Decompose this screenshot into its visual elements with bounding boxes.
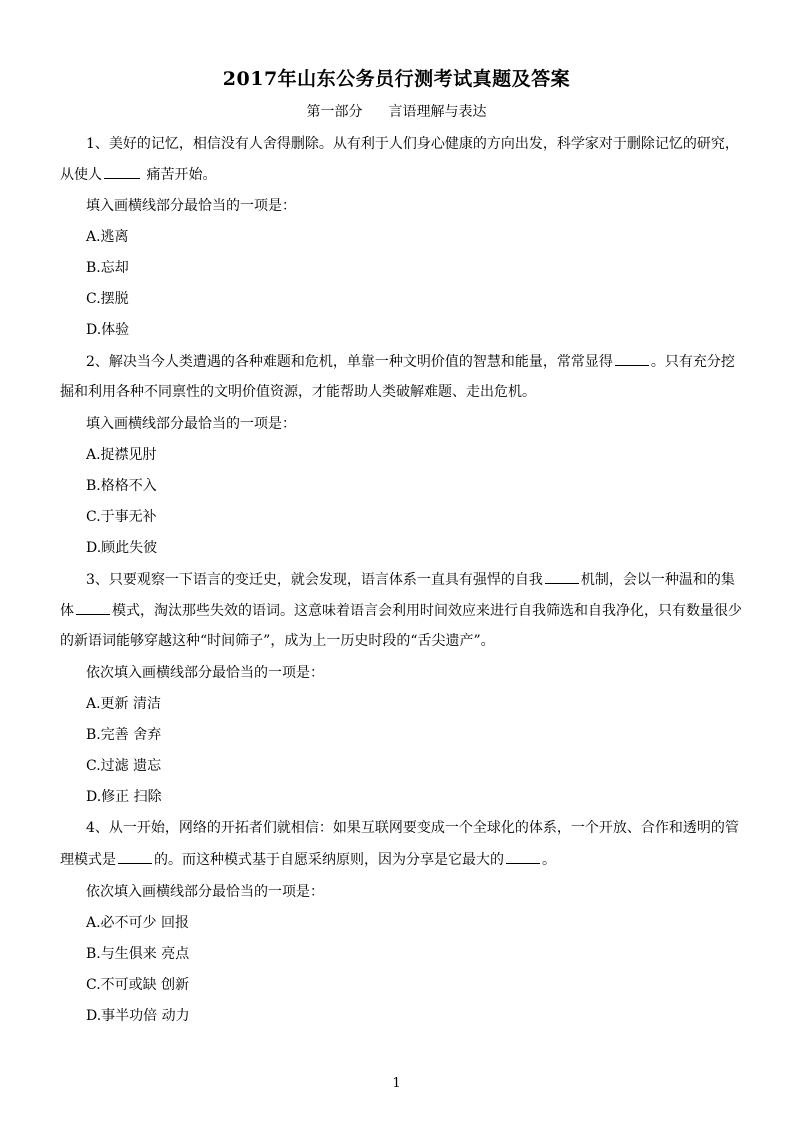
section-part: 第一部分 [306, 104, 363, 120]
question-1-text-line-1: 1、美好的记忆，相信没有人舍得删除。从有利于人们身心健康的方向出发，科学家对于删除记忆的研究， [86, 136, 739, 152]
section-heading [0, 101, 793, 121]
question-3-text-line-1 [86, 569, 736, 590]
document-title: 2017年山东公务员行测考试真题及答案 [222, 68, 571, 90]
question-3-text-segment: 体 [60, 603, 74, 619]
question-4-option-c: C.不可或缺 创新 [86, 977, 190, 993]
question-3-option-b: B.完善 舍弃 [86, 727, 162, 743]
question-1-option-b: B.忘却 [86, 260, 129, 276]
question-3-option-d: D.修正 扫除 [86, 789, 162, 805]
question-4-option-b: B.与生俱来 亮点 [86, 946, 190, 962]
question-1-text-segment: 痛苦开始。 [146, 167, 217, 183]
question-3-blank-1 [545, 569, 579, 584]
question-3-text-segment: 3、只要观察一下语言的变迁史，就会发现，语言体系一直具有强悍的自我 [86, 572, 543, 588]
question-3-text-segment: 模式，淘汰那些失效的语词。这意味着语言会利用时间效应来进行自我筛选和自我净化，只有数量很少 [112, 603, 742, 619]
question-4-text-line-2 [60, 849, 736, 870]
question-3-blank-2 [76, 600, 110, 615]
question-1-option-a: A.逃离 [86, 229, 129, 245]
question-3-text-line-3: 的新语词能够穿越这种“时间筛子”，成为上一历史时段的“舌尖遗产”。 [60, 633, 495, 649]
question-4-blank-2 [506, 849, 540, 864]
question-2-text-line-2: 掘和利用各种不同禀性的文明价值资源，才能帮助人类破解难题、走出危机。 [60, 384, 536, 400]
question-2-text-segment: 。只有充分挖 [650, 354, 735, 370]
question-4-option-d: D.事半功倍 动力 [86, 1008, 190, 1024]
question-2-blank [615, 351, 649, 366]
question-3-instruction: 依次填入画横线部分最恰当的一项是： [86, 665, 324, 681]
question-1-blank [104, 164, 140, 179]
question-3-text-segment: 机制，会以一种温和的集 [580, 572, 735, 588]
question-4-instruction: 依次填入画横线部分最恰当的一项是： [86, 884, 324, 900]
question-2-option-b: B.格格不入 [86, 478, 157, 494]
question-4-blank-1 [118, 849, 152, 864]
question-3-text-line-2 [60, 600, 742, 621]
question-2-option-d: D.顾此失彼 [86, 540, 158, 556]
question-2-instruction: 填入画横线部分最恰当的一项是： [86, 416, 296, 432]
question-4-text-segment: 。 [542, 852, 556, 868]
question-4-text-line-1: 4、从一开始，网络的开拓者们就相信：如果互联网要变成一个全球化的体系，一个开放、合作和透明的管 [86, 820, 739, 836]
question-3-option-a: A.更新 清洁 [86, 696, 162, 712]
question-2-text-line-1 [86, 351, 736, 372]
question-2-text-segment: 2、解决当今人类遭遇的各种难题和危机，单靠一种文明价值的智慧和能量，常常显得 [86, 354, 613, 370]
question-2-option-a: A.捉襟见肘 [86, 447, 157, 463]
question-3-option-c: C.过滤 遗忘 [86, 758, 162, 774]
question-1-instruction: 填入画横线部分最恰当的一项是： [86, 198, 296, 214]
question-4-text-segment: 的。而这种模式基于自愿采纳原则，因为分享是它最大的 [154, 852, 504, 868]
question-1-text-segment: 从使人 [60, 167, 102, 183]
question-2-option-c: C.于事无补 [86, 509, 157, 525]
page-number: 1 [392, 1076, 401, 1091]
question-1-option-d: D.体验 [86, 322, 130, 338]
section-name: 言语理解与表达 [388, 104, 487, 120]
question-4-text-segment: 理模式是 [60, 852, 116, 868]
question-1-option-c: C.摆脱 [86, 291, 129, 307]
question-4-option-a: A.必不可少 回报 [86, 915, 190, 931]
question-1-text-line-2 [60, 164, 736, 185]
